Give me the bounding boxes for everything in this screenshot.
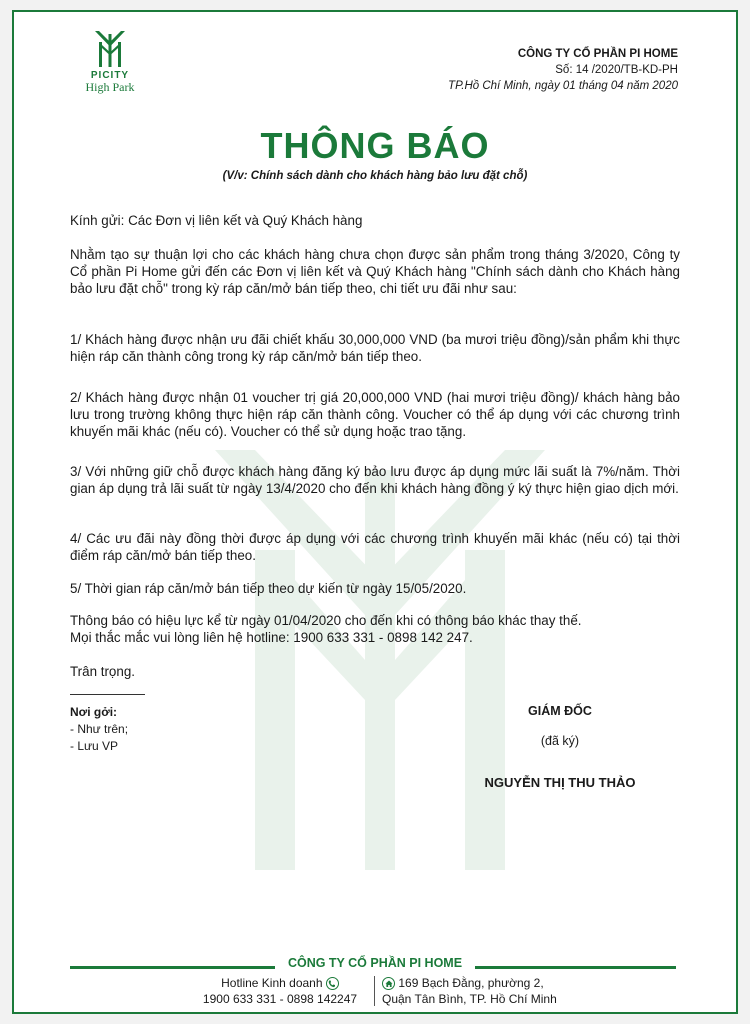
divider: [70, 694, 145, 695]
logo-text-high-park: High Park: [85, 80, 135, 94]
recipient-item: - Như trên;: [70, 722, 129, 736]
intro-paragraph: Nhằm tạo sự thuận lợi cho các khách hàng chưa chọn được sản phẩm trong tháng 3/2020, Công ty Cổ phần Pi Home gửi đến các Đơn vị liên kết và Quý Khách hàng "Chính sách dành cho Khách hàng bảo lưu đặt chỗ" trong kỳ ráp căn/mở bán tiếp theo, chi tiết ưu đãi như sau:: [70, 247, 680, 296]
footer-company-name: CÔNG TY CỔ PHẦN PI HOME: [275, 956, 475, 970]
signer-name: NGUYỄN THỊ THU THẢO: [484, 775, 636, 790]
footer-address: [382, 975, 592, 1007]
picity-logo-icon: [90, 28, 130, 68]
issuer-block: [448, 46, 678, 94]
recipients-heading: Nơi gởi:: [70, 705, 118, 719]
logo-text-picity: PICITY: [90, 70, 130, 81]
document-number: Số: 14 /2020/TB-KD-PH: [555, 64, 678, 76]
validity-note: Thông báo có hiệu lực kể từ ngày 01/04/2020 cho đến khi có thông báo khác thay thế.: [70, 613, 582, 628]
address-line-1: 169 Bạch Đằng, phường 2,: [398, 976, 544, 990]
home-icon: [382, 977, 395, 990]
hotline-label: Hotline Kinh doanh: [221, 976, 323, 990]
signed-note: (đã ký): [540, 734, 580, 748]
document-subtitle: (V/v: Chính sách dành cho khách hàng bảo lưu đặt chỗ): [222, 170, 528, 182]
contact-note: Mọi thắc mắc vui lòng liên hệ hotline: 1900 633 331 - 0898 142 247.: [70, 630, 473, 645]
document-date: TP.Hồ Chí Minh, ngày 01 tháng 04 năm 2020: [448, 80, 678, 92]
policy-item-1: 1/ Khách hàng được nhận ưu đãi chiết khấu 30,000,000 VND (ba mươi triệu đồng)/sản phẩm khi thực hiện ráp căn thành công trong kỳ ráp căn/mở bán tiếp theo.: [70, 332, 680, 364]
hotline-numbers: 1900 633 331 - 0898 142247: [202, 992, 358, 1006]
policy-item-5: 5/ Thời gian ráp căn/mở bán tiếp theo dự kiến từ ngày 15/05/2020.: [70, 581, 467, 596]
closing-line: Trân trọng.: [70, 664, 135, 679]
policy-item-2: 2/ Khách hàng được nhận 01 voucher trị giá 20,000,000 VND (hai mươi triệu đồng)/ khách hàng bảo lưu trong trường không thực hiện ráp căn thành công. Voucher có thể áp dụng với các chương trình khuyến mãi khác (nếu có). Voucher có thể sử dụng hoặc trao tặng.: [70, 390, 680, 439]
signer-position: GIÁM ĐỐC: [528, 704, 592, 718]
phone-icon: [326, 977, 339, 990]
footer-divider: [374, 976, 375, 1006]
policy-item-4: 4/ Các ưu đãi này đồng thời được áp dụng với các chương trình khuyến mãi khác (nếu có) tại thời điểm ráp căn/mở bán tiếp theo.: [70, 531, 680, 563]
policy-item-3: 3/ Với những giữ chỗ được khách hàng đăng ký bảo lưu được áp dụng mức lãi suất là 7%/năm. Thời gian áp dụng trả lãi suất từ ngày 13/4/2020 cho đến khi khách hàng đồng ý ký thực hiện giao dịch mới.: [70, 464, 680, 496]
recipient-item: - Lưu VP: [70, 739, 119, 753]
document-title: THÔNG BÁO: [260, 125, 490, 166]
greeting: Kính gửi: Các Đơn vị liên kết và Quý Khách hàng: [70, 213, 363, 228]
recipients-block: [70, 704, 128, 755]
address-line-2: Quận Tân Bình, TP. Hồ Chí Minh: [382, 992, 557, 1006]
brand-logo: [70, 28, 150, 95]
footer-hotline: [190, 975, 370, 1007]
issuer-company-name: CÔNG TY CỔ PHẦN PI HOME: [517, 48, 678, 60]
